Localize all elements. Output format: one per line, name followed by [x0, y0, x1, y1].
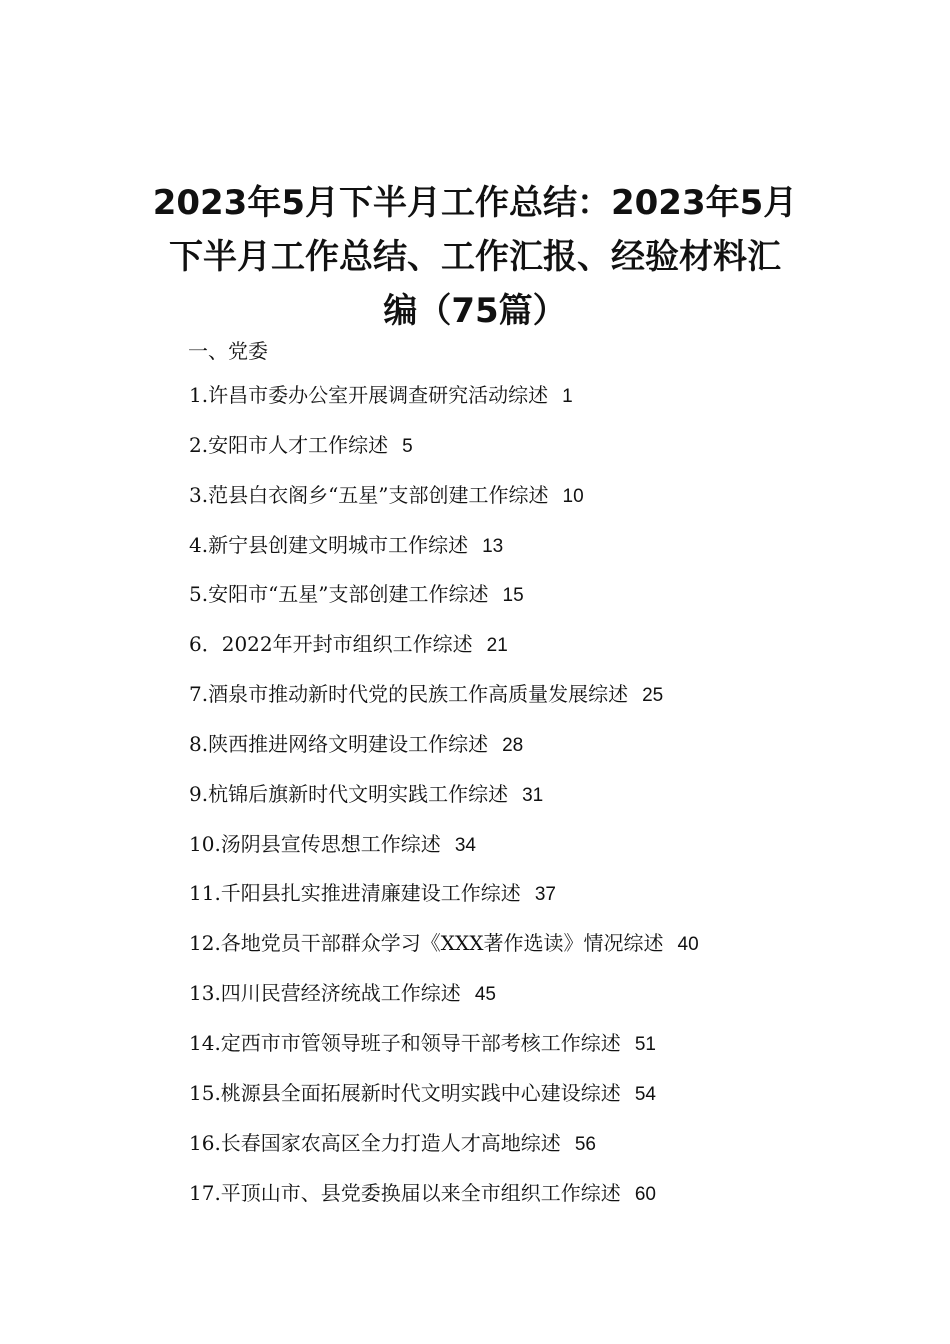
toc-entry-page-number: 51 [634, 1033, 656, 1055]
toc-entry[interactable] [189, 383, 889, 433]
toc-entry[interactable] [189, 981, 889, 1031]
toc-entry-label: 8.陕西推进网络文明建设工作综述 [189, 731, 489, 756]
toc-entry-page-number: 5 [402, 435, 413, 457]
toc-entry-page-number: 1 [562, 386, 573, 407]
toc-entry[interactable] [189, 881, 889, 931]
toc-entry-label: 2.安阳市人才工作综述 [189, 432, 389, 457]
toc-entry-page-number: 40 [677, 934, 699, 956]
toc-entry-label: 12.各地党员干部群众学习《XXX著作选读》情况综述 [189, 931, 664, 956]
toc-entry-page-number: 45 [474, 984, 496, 1006]
toc-entry[interactable] [189, 832, 889, 882]
toc-entry-label: 16.长春国家农高区全力打造人才高地综述 [189, 1130, 561, 1155]
title-line-2: 下半月工作总结、工作汇报、经验材料汇 [169, 237, 781, 277]
toc-entry[interactable] [189, 582, 889, 632]
toc-entry-page-number: 21 [486, 635, 508, 657]
toc-entry-label: 10.汤阴县宣传思想工作综述 [189, 831, 441, 856]
table-of-contents [189, 333, 889, 1230]
toc-entry-label: 1.许昌市委办公室开展调查研究活动综述 [189, 383, 549, 407]
title-line-3: 编（75篇） [383, 291, 567, 331]
toc-entry[interactable] [189, 1131, 889, 1181]
toc-entry-page-number: 31 [522, 784, 544, 806]
toc-entry-page-number: 10 [562, 485, 584, 507]
toc-entry[interactable] [189, 1081, 889, 1131]
toc-entry[interactable] [189, 931, 889, 981]
toc-entry-page-number: 15 [502, 585, 524, 607]
toc-entry[interactable] [189, 1031, 889, 1081]
toc-entry-label: 13.四川民营经济统战工作综述 [189, 981, 461, 1006]
toc-entry-label: 3.范县白衣阁乡“五星”支部创建工作综述 [189, 482, 549, 507]
toc-entry-page-number: 28 [502, 734, 524, 756]
toc-entry-label: 11.千阳县扎实推进清廉建设工作综述 [189, 881, 521, 906]
toc-entry[interactable] [189, 483, 889, 533]
toc-entry-label: 7.酒泉市推动新时代党的民族工作高质量发展综述 [189, 682, 629, 707]
toc-entry[interactable] [189, 632, 889, 682]
toc-list [189, 383, 889, 1230]
toc-entry-page-number: 56 [574, 1133, 596, 1155]
section-heading: 一、党委 [188, 339, 268, 363]
toc-entry-label: 17.平顶山市、县党委换届以来全市组织工作综述 [189, 1180, 621, 1205]
toc-entry[interactable] [189, 682, 889, 732]
toc-entry-page-number: 13 [482, 535, 504, 557]
toc-entry-label: 4.新宁县创建文明城市工作综述 [189, 532, 469, 557]
toc-entry-label: 9.杭锦后旗新时代文明实践工作综述 [189, 781, 509, 806]
toc-entry-page-number: 25 [642, 685, 664, 707]
toc-entry[interactable] [189, 433, 889, 483]
toc-entry[interactable] [189, 732, 889, 782]
title-line-1: 2023年5月下半月工作总结：2023年5月 [152, 183, 798, 223]
document-title [130, 176, 820, 338]
toc-entry-label: 6．2022年开封市组织工作综述 [189, 632, 473, 657]
toc-entry[interactable] [189, 782, 889, 832]
toc-entry-page-number: 37 [534, 884, 556, 906]
toc-entry-page-number: 54 [634, 1083, 656, 1105]
toc-entry-page-number: 34 [454, 834, 476, 856]
toc-entry[interactable] [189, 1181, 889, 1231]
toc-entry[interactable] [189, 533, 889, 583]
toc-entry-label: 14.定西市市管领导班子和领导干部考核工作综述 [189, 1030, 621, 1055]
toc-entry-label: 15.桃源县全面拓展新时代文明实践中心建设综述 [189, 1080, 621, 1105]
toc-entry-page-number: 60 [634, 1183, 656, 1205]
toc-entry-label: 5.安阳市“五星”支部创建工作综述 [189, 582, 489, 607]
